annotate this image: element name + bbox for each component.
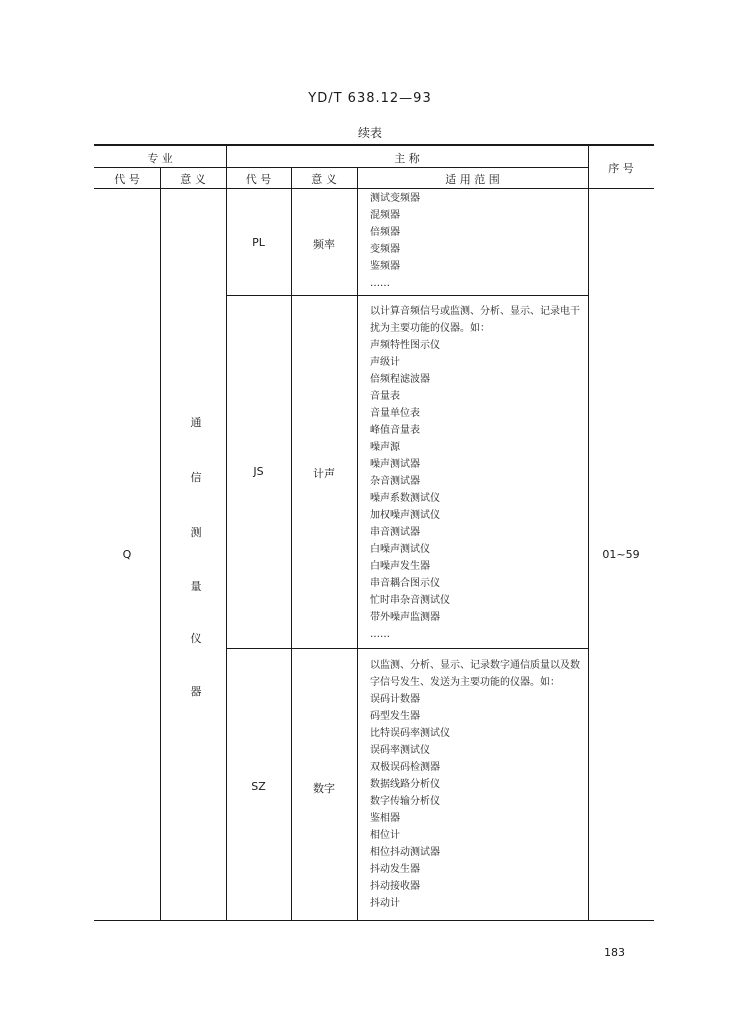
header-major: 专 业 xyxy=(147,152,173,165)
page-number: 183 xyxy=(604,946,625,959)
major-meaning-char: 测 xyxy=(190,526,202,539)
header-major-code: 代 号 xyxy=(114,173,140,186)
list-item: 带外噪声监测器 xyxy=(370,612,440,623)
list-item: 以监测、分析、显示、记录数字通信质量以及数字信号发生、发送为主要功能的仪器。如： xyxy=(370,660,580,688)
header-serial: 序 号 xyxy=(608,162,634,175)
list-item: 双极误码检测器 xyxy=(370,762,440,773)
group-js-meaning: 计声 xyxy=(313,467,335,480)
list-item: 声频特性图示仪 xyxy=(370,340,440,351)
list-item: 混频器 xyxy=(370,210,400,221)
header-main-meaning: 意 义 xyxy=(311,173,337,186)
header-main: 主 称 xyxy=(394,152,420,165)
list-item: 码型发生器 xyxy=(370,711,420,722)
list-item: 抖动接收器 xyxy=(370,881,420,892)
group-sz-scope-list xyxy=(370,657,590,912)
list-item: 数字传输分析仪 xyxy=(370,796,440,807)
list-item: 抖动发生器 xyxy=(370,864,420,875)
list-item: 误码计数器 xyxy=(370,694,420,705)
list-item: 噪声源 xyxy=(370,442,400,453)
major-meaning-char: 通 xyxy=(190,416,202,429)
group-pl-code: PL xyxy=(252,236,265,249)
major-meaning-char: 信 xyxy=(190,471,202,484)
list-item: 白噪声发生器 xyxy=(370,561,430,572)
group-pl-scope-list xyxy=(370,190,590,292)
list-item: 倍频器 xyxy=(370,227,400,238)
list-item: 噪声测试器 xyxy=(370,459,420,470)
major-meaning-char: 量 xyxy=(190,580,202,593)
list-item: 抖动计 xyxy=(370,898,400,909)
list-item: 忙时串杂音测试仪 xyxy=(370,595,450,606)
serial-value: 01~59 xyxy=(602,548,640,561)
list-item: 白噪声测试仪 xyxy=(370,544,430,555)
list-item: 噪声系数测试仪 xyxy=(370,493,440,504)
group-js-scope-list xyxy=(370,303,590,643)
group-sz-meaning: 数字 xyxy=(313,782,335,795)
list-item: 峰值音量表 xyxy=(370,425,420,436)
header-main-code: 代 号 xyxy=(245,173,272,186)
list-item: 变频器 xyxy=(370,244,400,255)
list-item: 鉴频器 xyxy=(370,261,400,272)
list-item: 相位计 xyxy=(370,830,400,841)
list-item: 以计算音频信号或监测、分析、显示、记录电干扰为主要功能的仪器。如： xyxy=(370,306,580,334)
standard-number: YD/T 638.12—93 xyxy=(308,91,432,106)
list-item: 倍频程滤波器 xyxy=(370,374,430,385)
list-item: 串音耦合图示仪 xyxy=(370,578,440,589)
group-pl-meaning: 频率 xyxy=(313,238,335,251)
list-item: 串音测试器 xyxy=(370,527,420,538)
list-item: 加权噪声测试仪 xyxy=(370,510,440,521)
major-meaning-char: 仪 xyxy=(190,632,202,645)
list-item: 相位抖动测试器 xyxy=(370,847,440,858)
list-item: 杂音测试器 xyxy=(370,476,420,487)
list-item: 测试变频器 xyxy=(370,193,420,204)
list-item: 音量单位表 xyxy=(370,408,420,419)
header-scope: 适 用 范 围 xyxy=(445,173,500,186)
major-code-value: Q xyxy=(122,548,132,561)
list-item: 数据线路分析仪 xyxy=(370,779,440,790)
group-js-code: JS xyxy=(253,465,264,478)
list-item: 鉴相器 xyxy=(370,813,400,824)
list-item: 音量表 xyxy=(370,391,400,402)
major-meaning-char: 器 xyxy=(190,685,202,698)
list-item: 误码率测试仪 xyxy=(370,745,430,756)
list-item: 声级计 xyxy=(370,357,400,368)
list-item: …… xyxy=(370,629,390,640)
continued-label: 续表 xyxy=(357,126,382,140)
list-item: …… xyxy=(370,278,390,289)
group-sz-code: SZ xyxy=(251,780,266,793)
list-item: 比特误码率测试仪 xyxy=(370,728,450,739)
header-major-meaning: 意 义 xyxy=(180,173,206,186)
